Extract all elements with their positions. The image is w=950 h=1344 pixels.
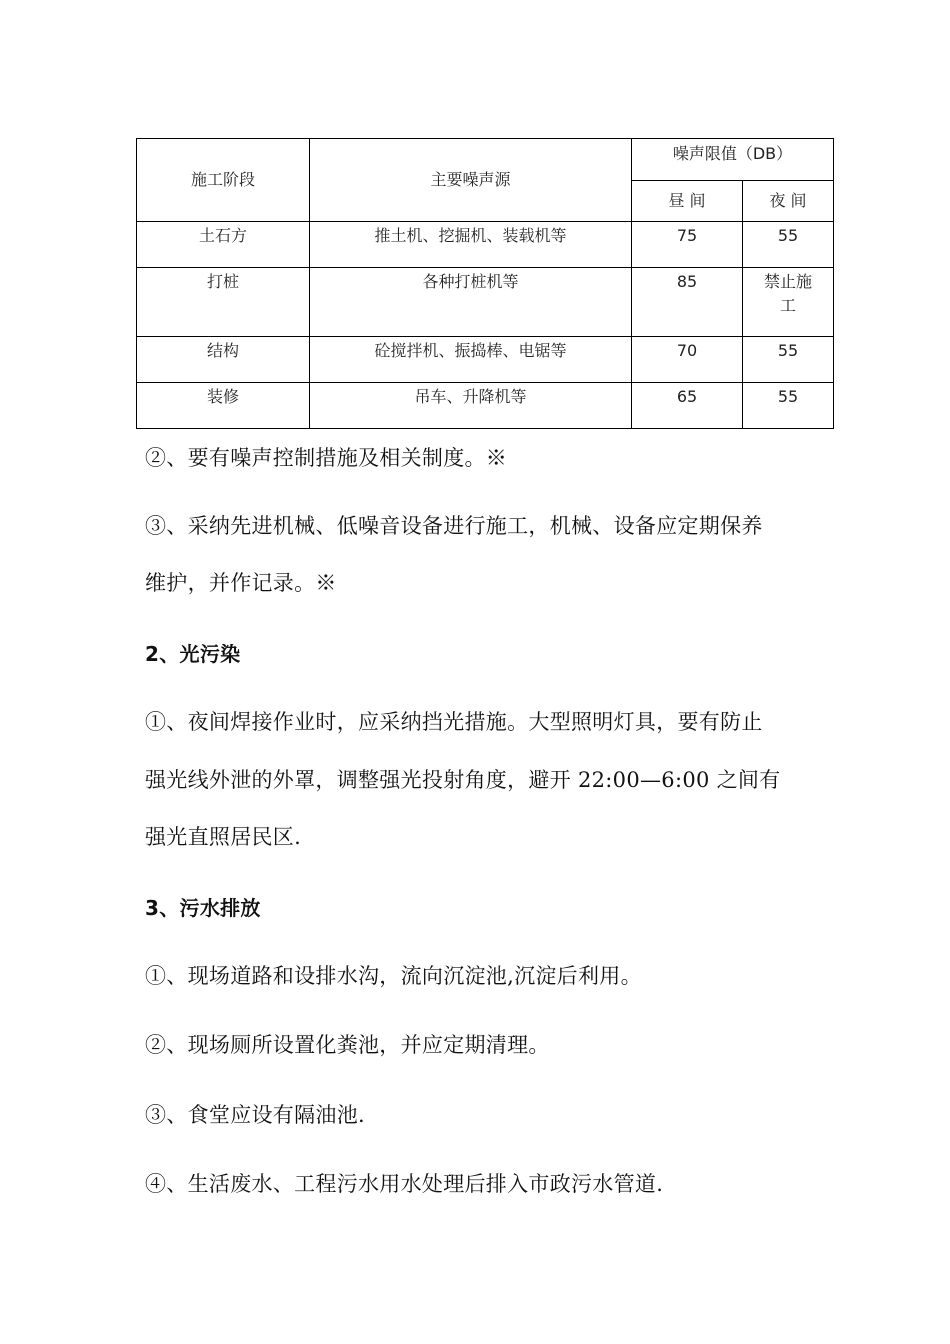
- cell-stage: 结构: [137, 337, 310, 383]
- cell-stage: 打桩: [137, 268, 310, 337]
- cell-day: 85: [632, 268, 743, 337]
- light-measure-1-line3: 强光直照居民区.: [145, 825, 302, 849]
- header-stage: 施工阶段: [137, 139, 310, 222]
- wastewater-heading: 3、污水排放: [145, 896, 261, 920]
- cell-day: 65: [632, 383, 743, 429]
- cell-night: 55: [743, 383, 834, 429]
- table-row: [137, 383, 834, 429]
- cell-night: [743, 268, 834, 337]
- header-night: 夜 间: [743, 181, 834, 222]
- cell-night: 55: [743, 337, 834, 383]
- wastewater-measure-1: ①、现场道路和设排水沟，流向沉淀池,沉淀后利用。: [145, 964, 642, 988]
- cell-source: 推土机、挖掘机、装载机等: [310, 222, 632, 268]
- wastewater-measure-2: ②、现场厕所设置化粪池，并应定期清理。: [145, 1033, 550, 1057]
- header-day: 昼 间: [632, 181, 743, 222]
- light-measure-1-line1: ①、夜间焊接作业时，应采纳挡光措施。大型照明灯具，要有防止: [145, 710, 763, 734]
- header-limit: 噪声限值（DB）: [632, 139, 834, 181]
- noise-limit-table: [136, 138, 834, 429]
- light-measure-1-line2: 强光线外泄的外罩，调整强光投射角度，避开 22:00—6:00 之间有: [145, 768, 781, 792]
- light-pollution-heading: 2、光污染: [145, 642, 241, 666]
- cell-night-line: 禁止施: [763, 272, 812, 291]
- cell-stage: 装修: [137, 383, 310, 429]
- table-row: [137, 222, 834, 268]
- wastewater-measure-4: ④、生活废水、工程污水用水处理后排入市政污水管道.: [145, 1172, 664, 1196]
- cell-stage: 土石方: [137, 222, 310, 268]
- header-source: 主要噪声源: [310, 139, 632, 222]
- cell-night-line: 工: [779, 296, 796, 315]
- table-row: [137, 337, 834, 383]
- noise-measure-3-line2: 维护，并作记录。※: [145, 571, 337, 595]
- cell-day: 70: [632, 337, 743, 383]
- cell-night: 55: [743, 222, 834, 268]
- cell-source: 各种打桩机等: [310, 268, 632, 337]
- noise-measure-3-line1: ③、采纳先进机械、低噪音设备进行施工，机械、设备应定期保养: [145, 514, 763, 538]
- noise-measure-2: ②、要有噪声控制措施及相关制度。※: [145, 446, 508, 470]
- cell-source: 砼搅拌机、振捣棒、电锯等: [310, 337, 632, 383]
- table-row: [137, 268, 834, 337]
- wastewater-measure-3: ③、食堂应设有隔油池.: [145, 1103, 365, 1127]
- cell-day: 75: [632, 222, 743, 268]
- cell-source: 吊车、升降机等: [310, 383, 632, 429]
